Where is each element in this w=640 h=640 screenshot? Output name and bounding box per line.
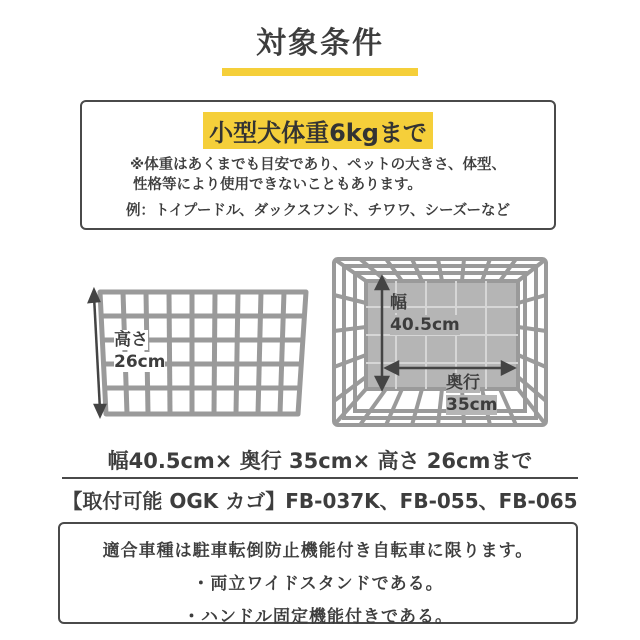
width-label-1: 幅 [390, 293, 407, 313]
height-label-2: 26cm [114, 352, 166, 372]
compatible-models: 【取付可能 OGK カゴ】FB-037K、FB-055、FB-065 [62, 489, 578, 513]
depth-label-1: 奥行 [446, 373, 480, 393]
compat-box [58, 522, 578, 627]
title-underline [222, 68, 418, 76]
weight-headline: 小型犬体重6kgまで [203, 112, 433, 149]
dimensions-divider [62, 477, 578, 479]
note-line-1: ※体重はあくまでも目安であり、ペットの大きさ、体型、 [129, 157, 506, 173]
height-label-1: 高さ [114, 330, 148, 350]
compat-item-1: ・両立ワイドスタンドである。 [192, 574, 444, 594]
basket-side-view [78, 286, 318, 426]
note-line-2: 性格等により使用できないこともあります。 [133, 177, 422, 193]
dimensions-text: 幅40.5cm× 奥行 35cm× 高さ 26cmまで [107, 449, 533, 473]
page-title: 対象条件 [256, 26, 384, 61]
compat-item-2: ・ハンドル固定機能付きである。 [183, 607, 453, 627]
basket-top-view [330, 255, 550, 430]
condition-box [80, 100, 556, 230]
width-label-2: 40.5cm [390, 315, 460, 335]
note-line-3: 例：トイプードル、ダックスフンド、チワワ、シーズーなど [125, 203, 511, 219]
compat-main: 適合車種は駐車転倒防止機能付き自転車に限ります。 [102, 541, 534, 561]
basket-top-svg [330, 255, 550, 430]
title-wrap [0, 18, 640, 68]
depth-label-2: 35cm [446, 395, 498, 415]
